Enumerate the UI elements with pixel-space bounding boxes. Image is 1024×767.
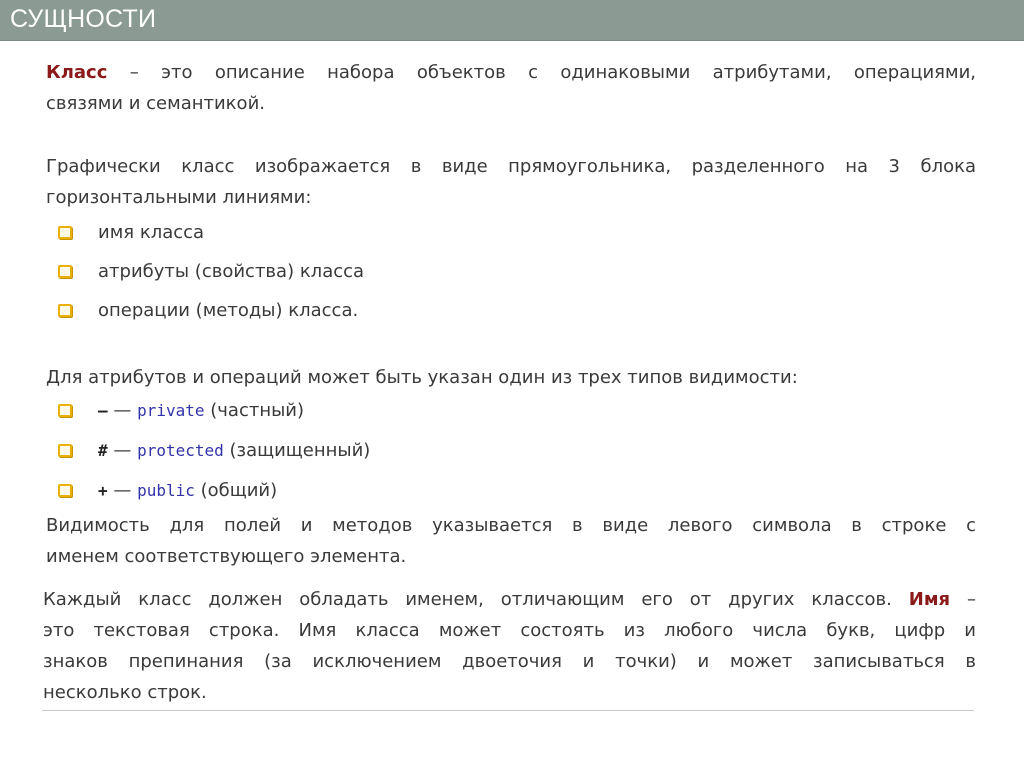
visibility-dash: — [107,400,138,421]
checkbox-bullet-icon [58,304,72,317]
visibility-dash: — [107,480,138,501]
naming-line-3: знаков препинания (за исключением двоеточия и точки) и может записываться в [43,651,976,672]
visibility-note-line-1: Видимость для полей и методов указывается в виде левого символа в строке с [46,515,976,536]
visibility-symbol: # [98,441,108,460]
visibility-desc: (частный) [204,400,305,421]
class-definition-text: – это описание набора объектов с одинаковыми атрибутами, операциями, [107,62,976,83]
visibility-desc: (общий) [194,480,278,501]
list-item [58,298,364,337]
visibility-dash: — [107,440,138,461]
bottom-divider [42,710,974,711]
checkbox-bullet-icon [58,226,72,239]
name-term: Имя [908,589,951,610]
checkbox-bullet-icon [58,484,72,497]
list-item [58,398,370,438]
visibility-symbol: – [98,401,108,420]
class-definition-line-2: связями и семантикой. [46,93,265,114]
list-item [58,438,370,478]
naming-text-start: Каждый класс должен обладать именем, отличающим его от других классов. [43,589,909,610]
class-blocks-list [58,220,364,337]
visibility-list [58,398,370,518]
list-item [58,259,364,298]
naming-text-end: – [950,589,976,610]
slide-title: СУЩНОСТИ [10,5,157,33]
checkbox-bullet-icon [58,444,72,457]
list-item-text: имя класса [98,222,205,243]
list-item [58,220,364,259]
class-definition-paragraph [46,57,976,119]
graphic-line-1: Графически класс изображается в виде прямоугольника, разделенного на 3 блока [46,156,976,177]
slide-content [0,40,1024,767]
naming-paragraph [43,584,976,708]
graphic-paragraph [46,151,976,213]
visibility-keyword: public [137,481,195,500]
visibility-intro: Для атрибутов и операций может быть указан один из трех типов видимости: [46,367,798,388]
list-item-text: атрибуты (свойства) класса [98,261,365,282]
list-item-text: операции (методы) класса. [98,300,359,321]
checkbox-bullet-icon [58,404,72,417]
class-definition-line-1 [46,57,976,88]
visibility-note-line-2: именем соответствующего элемента. [46,546,407,567]
naming-line-2: это текстовая строка. Имя класса может состоять из любого числа букв, цифр и [43,620,976,641]
naming-line-1 [43,584,976,615]
title-bar [0,0,1024,41]
visibility-symbol: + [98,481,108,500]
visibility-note-paragraph [46,510,976,572]
visibility-keyword: private [137,401,205,420]
visibility-keyword: protected [137,441,224,460]
class-term: Класс [46,62,108,83]
naming-line-4: несколько строк. [43,682,207,703]
visibility-desc: (защищенный) [223,440,371,461]
graphic-line-2: горизонтальными линиями: [46,187,312,208]
checkbox-bullet-icon [58,265,72,278]
